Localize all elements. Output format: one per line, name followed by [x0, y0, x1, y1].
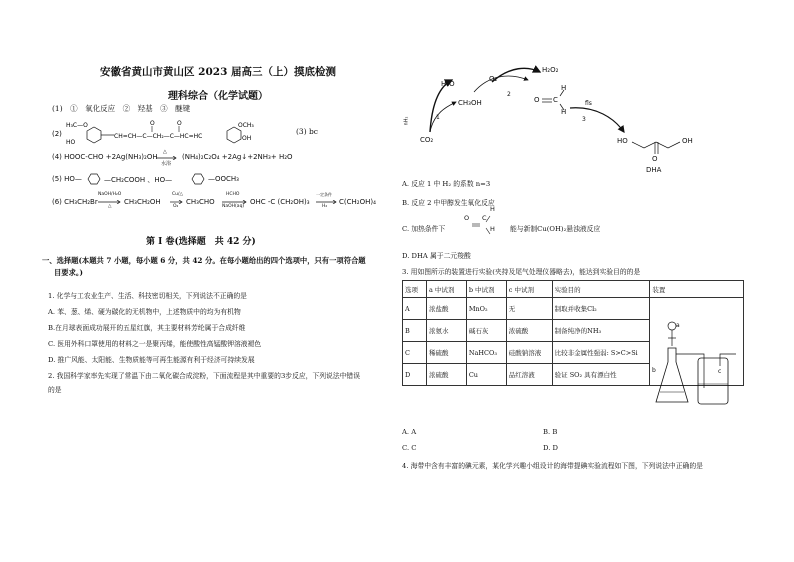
diagram-co2: CO₂ [420, 136, 434, 144]
q3-stem: 3. 用如图所示的装置进行实验(夹持及尾气处理仪器略去)，能达到实验目的的是 [402, 268, 641, 276]
q1-stem: 1. 化学与工农业生产、生活、科技密切相关，下列说法不正确的是 [48, 292, 247, 300]
svg-text:O: O [177, 120, 182, 127]
table-cell: MnO₂ [466, 298, 506, 320]
diagram-step2: 2 [507, 91, 511, 98]
diagram-formaldehyde-h2: H [561, 108, 567, 116]
answer-3: (3) bc [296, 127, 319, 136]
diagram-formaldehyde-h1: H [561, 84, 567, 92]
answer-4-cond-bottom: 水浴 [161, 161, 172, 167]
table-cell: 制备纯净的NH₃ [552, 320, 650, 342]
benzene-ring-icon [190, 172, 206, 186]
table-cell: C [403, 342, 427, 364]
q2-stem-line1: 2. 我国科学家率先实现了常温下由二氧化碳合成淀粉，下面流程是其中重要的3步反应，下列说法中错误 [48, 372, 361, 380]
structure-2-drawing [52, 118, 292, 150]
answer-6-cond3-top: HCHO [226, 192, 240, 197]
q3-option-d: D. D [543, 444, 558, 452]
q2-option-c-right: 能与新制Cu(OH)₂悬浊液反应 [510, 225, 601, 233]
q2-option-d: D. DHA 属于二元羧酸 [402, 252, 471, 260]
svg-text:(2): (2) [52, 130, 62, 138]
answer-6-cond1-bottom: △ [108, 204, 112, 209]
svg-text:CH=CH—C—CH₂—C—HC=HC: CH=CH—C—CH₂—C—HC=HC [114, 133, 203, 140]
diagram-h2o2: H₂O₂ [542, 66, 559, 74]
diagram-formaldehyde-c: C [553, 96, 558, 104]
table-cell: D [403, 364, 427, 386]
table-cell: 无 [506, 298, 552, 320]
q2-option-c-c: C [482, 214, 487, 222]
table-header-cell: a 中试剂 [426, 281, 466, 298]
svg-text:H₃C—O: H₃C—O [66, 122, 88, 129]
table-header-cell: 选项 [403, 281, 427, 298]
table-cell: 硅酸钠溶液 [506, 342, 552, 364]
svg-text:OCH₃: OCH₃ [238, 122, 254, 129]
section-heading: 第 I 卷(选择题 共 42 分) [146, 237, 256, 247]
table-cell: 验证 SO₂ 具有漂白性 [552, 364, 650, 386]
diagram-fls-label: fls [585, 100, 592, 107]
table-header-cell: 实验目的 [552, 281, 650, 298]
q1-option-c: C. 医用外科口罩使用的材料之一是聚丙烯，能使酸性高锰酸钾溶液褪色 [48, 340, 262, 348]
apparatus-label-a: a [676, 322, 680, 329]
apparatus-drawing [652, 318, 742, 408]
section-instruction-line1: 一、选择题(本题共 7 小题，每小题 6 分，共 42 分。在每小题给出的四个选项中，只有一项符合题 [42, 256, 366, 265]
q4-stem: 4. 海带中含有丰富的碘元素，某化学兴趣小组设计的海带提碘实验流程如下图，下列说法中正确的是 [402, 462, 703, 470]
page-subtitle: 理科综合（化学试题） [168, 91, 268, 102]
answer-1: (1) ① 氧化反应 ② 羟基 ③ 醚键 [52, 104, 191, 113]
table-header-cell: c 中试剂 [506, 281, 552, 298]
section-instruction-line2: 目要求。) [54, 268, 83, 277]
svg-text:HO: HO [66, 139, 76, 146]
table-cell: 碱石灰 [466, 320, 506, 342]
q2-stem-line2: 的是 [48, 386, 62, 394]
q2-option-c-o: O [464, 214, 470, 222]
answer-6-mid: CH₃CH₂OH [124, 198, 161, 206]
answer-4-left: (4) HOOC-CHO +2Ag(NH₃)₂OH [52, 153, 158, 161]
table-row [403, 298, 744, 320]
table-cell: 浓盐酸 [426, 298, 466, 320]
diagram-ch3oh: CH₃OH [458, 99, 482, 107]
table-cell: 品红溶液 [506, 364, 552, 386]
answer-6-start: (6) CH₃CH₂Br [52, 198, 98, 206]
diagram-dha-label: DHA [646, 166, 662, 174]
diagram-step3: 3 [582, 116, 586, 123]
q3-option-c: C. C [402, 444, 417, 452]
answer-6-mid2: CH₃CHO [186, 198, 215, 206]
table-cell: A [403, 298, 427, 320]
page-title: 安徽省黄山市黄山区 2023 届高三（上）摸底检测 [100, 66, 337, 78]
diagram-dha-oh: OH [682, 137, 693, 145]
answer-4-cond-top: △ [163, 149, 167, 155]
q2-option-a: A. 反应 1 中 H₂ 的系数 n=3 [402, 180, 491, 188]
q2-option-c-h1: H [490, 205, 495, 213]
answer-5-mid1: —CH₂COOH 、HO— [104, 176, 173, 184]
q2-option-b: B. 反应 2 中甲醇发生氧化反应 [402, 199, 495, 207]
benzene-ring-icon [86, 172, 102, 186]
q1-option-b: B.在月球表面成功展开的五星红旗，其主要材料芳纶属于合成纤维 [48, 324, 246, 332]
answer-5-mid2: —OOCH₃ [208, 175, 239, 183]
diagram-dha-o: O [652, 155, 658, 163]
table-cell: 浓硫酸 [506, 320, 552, 342]
q2-option-c-left: C. 加热条件下 [402, 225, 446, 233]
diagram-h2o: H₂O [441, 80, 455, 88]
answer-6-cond3-bottom: NaOH(aq) [222, 204, 245, 209]
q1-option-a: A. 苯、葱、烯、硬为碳化的无机物中，上述物质中的均为有机物 [48, 308, 241, 316]
table-cell: 浓硫酸 [426, 364, 466, 386]
answer-4-right: (NH₄)₂C₂O₄ +2Ag↓+2NH₃+ H₂O [182, 153, 293, 161]
answer-6-end: OHC -C (CH₂OH)₃ [250, 198, 310, 206]
answer-6-cond1-top: NaOH/H₂O [98, 192, 122, 197]
table-cell: NaHCO₃ [466, 342, 506, 364]
answer-6-cond2-bottom: O₂ [173, 204, 179, 209]
diagram-formaldehyde-o: O [534, 96, 540, 104]
diagram-dha-ho: HO [617, 137, 628, 145]
svg-text:O: O [150, 120, 155, 127]
svg-text:OH: OH [242, 135, 252, 142]
answer-5-left: (5) HO— [52, 175, 82, 183]
diagram-step1: 1 [436, 114, 440, 121]
answer-6-final: C(CH₂OH)₄ [339, 198, 376, 206]
table-cell: Cu [466, 364, 506, 386]
q3-option-a: A. A [402, 428, 417, 436]
table-header-row [403, 281, 744, 298]
answer-6-cond2-top: Cu/△ [172, 192, 183, 197]
table-cell: 制取并收集Cl₂ [552, 298, 650, 320]
table-cell: 比较非金属性强弱: S>C>Si [552, 342, 650, 364]
diagram-o2: O₂ [489, 75, 498, 83]
table-cell: 浓氨水 [426, 320, 466, 342]
table-header-cell: 装置 [650, 281, 744, 298]
table-cell: B [403, 320, 427, 342]
diagram-h2: nH₂ [403, 116, 410, 126]
apparatus-label-b: b [652, 367, 656, 374]
q2-option-c-h2: H [490, 225, 495, 233]
answer-6-cond4-bottom: H₂ [322, 204, 328, 209]
q1-option-d: D. 推广风能、太阳能、生物质能等可再生能源有利于经济可持续发展 [48, 356, 255, 364]
answer-6-cond4-top: 一定条件 [316, 192, 332, 197]
apparatus-label-c: c [718, 368, 722, 375]
table-header-cell: b 中试剂 [466, 281, 506, 298]
q3-option-b: B. B [543, 428, 558, 436]
table-cell: 稀硫酸 [426, 342, 466, 364]
